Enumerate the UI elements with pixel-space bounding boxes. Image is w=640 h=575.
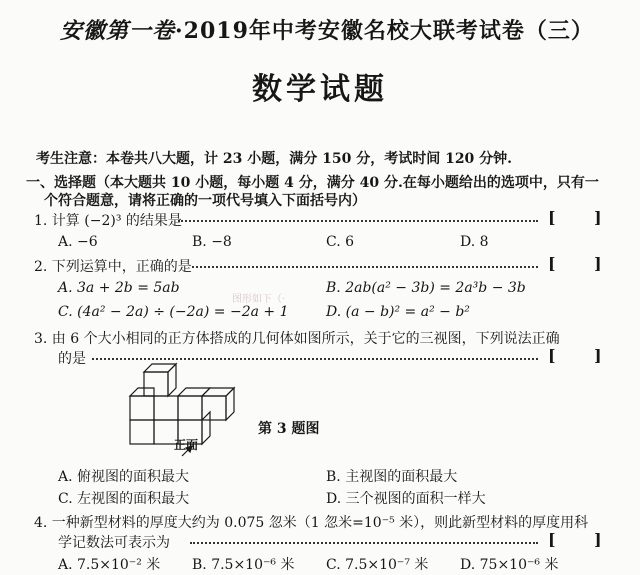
q3-answer-bracket-open: [ [548,346,556,365]
q3-answer-bracket-close: ] [594,346,602,365]
q1-option-b: B. −8 [192,234,232,250]
q4-option-c: C. 7.5×10⁻⁷ 米 [326,557,429,573]
q2-option-b: B. 2ab(a² − 3b) = 2a³b − 3b [326,280,526,296]
q3-stem-line1: 3. 由 6 个大小相同的正方体搭成的几何体如图所示，关于它的三视图，下列说法正确 [34,331,560,347]
exam-header [60,14,594,45]
q1-option-a: A. −6 [58,234,98,250]
q4-option-b: B. 7.5×10⁻⁶ 米 [192,557,295,573]
q4-answer-bracket-close: ] [594,530,602,549]
q1-answer-bracket-open: [ [548,208,556,227]
q1-answer-bracket-close: ] [594,208,602,227]
q1-leader-dots [178,220,538,222]
q2-stem: 2. 下列运算中，正确的是 [34,259,192,275]
q4-stem-line1: 4. 一种新型材料的厚度大约为 0.075 忽米（1 忽米=10⁻⁵ 米），则此新型材料的厚度用科 [34,515,589,531]
page-title: 数学试题 [252,72,388,107]
faint-stamp: 图形如下（· [232,294,286,305]
q2-option-a: A. 3a + 2b = 5ab [58,280,180,296]
q3-option-d: D. 三个视图的面积一样大 [326,491,486,507]
q3-figure-caption: 第 3 题图 [258,421,320,437]
q4-leader-dots [190,542,538,544]
q2-option-c: C. (4a² − 2a) ÷ (−2a) = −2a + 1 [58,304,289,320]
q2-answer-bracket-close: ] [594,254,602,273]
q4-answer-bracket-open: [ [548,530,556,549]
candidate-notice: 考生注意：本卷共八大题，计 23 小题，满分 150 分，考试时间 120 分钟. [36,151,513,167]
q3-stem-line2: 的是 [58,351,86,367]
q4-option-a: A. 7.5×10⁻² 米 [58,557,161,573]
q1-option-c: C. 6 [326,234,355,250]
q2-answer-bracket-open: [ [548,254,556,273]
q3-leader-dots [92,358,538,360]
exam-brand: 安徽第一卷 [60,18,176,44]
q2-option-d: D. (a − b)² = a² − b² [326,304,470,320]
q3-option-b: B. 主视图的面积最大 [326,469,458,485]
q3-option-a: A. 俯视图的面积最大 [58,469,190,485]
section1-instruction-line1: 一、选择题（本大题共 10 小题，每小题 4 分，满分 40 分.在每小题给出的选项中，只有一 [26,175,599,191]
q1-option-d: D. 8 [460,234,489,250]
front-view-label: 正面 [174,438,199,452]
q3-option-c: C. 左视图的面积最大 [58,491,190,507]
q4-stem-line2: 学记数法可表示为 [58,535,170,551]
q1-stem: 1. 计算 (−2)³ 的结果是 [34,213,182,229]
q4-option-d: D. 75×10⁻⁶ 米 [460,557,559,573]
exam-header-title: ·2019年中考安徽名校大联考试卷（三） [175,18,594,44]
q2-leader-dots [192,266,538,268]
section1-instruction-line2: 个符合题意，请将正确的一项代号填入下面括号内） [44,193,366,209]
